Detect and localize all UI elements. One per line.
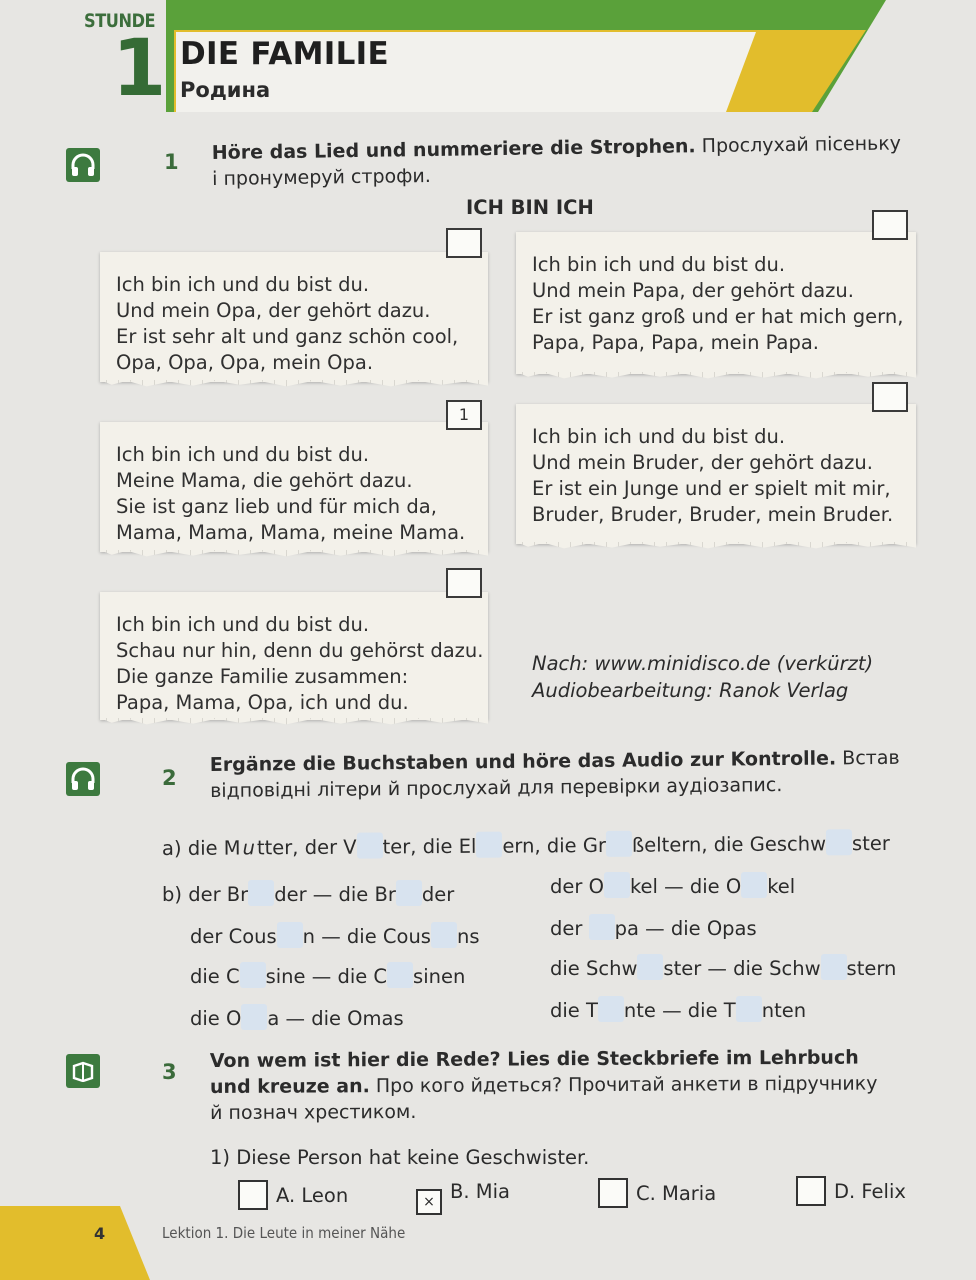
word-part: a — die Omas [267,1007,404,1030]
checkbox-checked[interactable]: × [416,1189,442,1215]
word-part: ern, die Gr [502,833,607,858]
letter-gap[interactable] [606,831,632,857]
song-title: ICH BIN ICH [466,196,594,219]
song-stanza-card [100,252,488,382]
instruction-bold: Von wem ist hier die Rede? Lies die Steckbriefe im Lehrbuch [209,1046,859,1073]
instruction-bold: Ergänze die Buchstaben und höre das Audio zur Kontrolle. [209,747,837,777]
stanza-line: Bruder, Bruder, Bruder, mein Bruder. [532,503,894,526]
song-stanza-card [100,422,488,552]
stanza-line: Papa, Papa, Papa, mein Papa. [532,331,819,354]
exercise-1-instruction [212,130,902,192]
letter-gap[interactable] [637,954,663,980]
stanza-number-box[interactable]: 1 [446,400,482,430]
stunde-number: 1 [112,24,167,114]
letter-gap[interactable] [277,922,303,948]
word-part: die T [550,999,598,1022]
letter-gap[interactable] [241,1004,267,1030]
instruction-uk: Встав [836,746,900,770]
checkbox[interactable] [238,1180,268,1210]
word-part: der Br [188,883,249,906]
page-subtitle: Родина [180,78,271,102]
stanza-line: Er ist ein Junge und er spielt mit mir, [532,477,891,500]
headphones-icon [66,148,100,182]
word-part: ns [456,925,480,948]
exercise-2-row-b-r4 [550,996,806,1022]
stanza-number-box[interactable] [446,228,482,258]
exercise-2-number: 2 [162,766,177,790]
letter-gap[interactable] [387,962,413,988]
lesson-title: Lektion 1. Die Leute in meiner Nähe [162,1224,406,1242]
exercise-2-row-b-r1 [550,872,795,898]
checkbox[interactable] [796,1176,826,1206]
word-part: der — die Br [274,883,396,906]
instruction-bold: Höre das Lied und nummeriere die Strophen. [211,135,696,165]
stanza-line: Ich bin ich und du bist du. [116,273,370,296]
word-part: der [550,917,583,940]
letter-gap[interactable] [589,914,615,940]
source-line-1: Nach: www.minidisco.de (verkürzt) [532,652,874,675]
song-stanza-card [516,404,916,544]
word-part: die M [187,836,241,860]
word-part: der O [550,875,604,898]
instruction-uk: Про кого йдеться? Прочитай анкети в підручнику [369,1072,878,1098]
exercise-2-row-b-r3 [550,954,896,980]
word-part: ster — die Schw [663,957,821,980]
letter-gap[interactable] [396,880,422,906]
instruction-uk: Прослухай пісеньку [695,132,902,158]
word-part: pa — die Opas [614,917,757,940]
exercise-2-row-b-3 [190,962,465,988]
stanza-number-box[interactable] [872,210,908,240]
stanza-line: Sie ist ganz lieb und für mich da, [116,495,437,518]
letter-gap[interactable] [826,829,852,855]
word-part: die O [190,1007,242,1030]
stanza-line: Die ganze Familie zusammen: [116,665,409,688]
option-a[interactable] [238,1180,348,1210]
word-part: ter, die El [382,834,477,859]
headphones-icon [66,762,100,796]
letter-gap[interactable] [604,872,630,898]
exercise-2-row-a [162,829,890,860]
stanza-line: Und mein Opa, der gehört dazu. [116,299,431,322]
exercise-3-instruction [210,1045,878,1126]
book-icon [66,1054,100,1088]
instruction-uk-2: і пронумеруй строфи. [212,164,431,190]
footer-band [0,1198,170,1280]
word-part: kel [767,875,796,898]
stunde-label: STUNDE [84,10,156,32]
exercise-2-row-b-r2 [550,914,757,940]
word-part: stern [846,957,897,980]
letter-gap[interactable] [248,880,274,906]
exercise-2-instruction [210,745,900,804]
word-part: der Cous [190,925,277,948]
word-part: nten [761,999,807,1022]
word-part: kel — die O [629,875,742,898]
word-part: n — die Cous [302,925,431,948]
exercise-2-row-b-2 [190,922,480,948]
stanza-line: Er ist ganz groß und er hat mich gern, [532,305,904,328]
letter-gap[interactable] [741,872,767,898]
option-b[interactable] [416,1180,510,1215]
word-part: tter, der V [256,835,357,860]
word-part: die Schw [550,957,638,980]
word-part: der [421,883,455,906]
option-label: B. Mia [450,1180,510,1203]
option-label: C. Maria [636,1182,717,1205]
stanza-line: Papa, Mama, Opa, ich und du. [116,691,409,714]
exercise-3-number: 3 [162,1060,177,1084]
stanza-line: Und mein Bruder, der gehört dazu. [532,451,873,474]
stanza-line: Ich bin ich und du bist du. [532,253,786,276]
option-label: D. Felix [834,1180,906,1203]
option-label: A. Leon [276,1184,349,1207]
stanza-number-box[interactable] [446,568,482,598]
letter-gap[interactable] [736,996,762,1022]
exercise-2-row-b-1 [162,880,454,906]
checkbox[interactable] [598,1178,628,1208]
stanza-line: Und mein Papa, der gehört dazu. [532,279,854,302]
letter-gap[interactable] [240,962,266,988]
stanza-line: Opa, Opa, Opa, mein Opa. [116,351,374,374]
stanza-line: Ich bin ich und du bist du. [532,425,786,448]
word-part: ster [851,831,890,856]
song-stanza-card [516,232,916,374]
stanza-number-box[interactable] [872,382,908,412]
instruction-bold: und kreuze an. [209,1075,370,1098]
word-part: die C [190,965,240,988]
row-label: a) [161,836,182,860]
option-c[interactable] [598,1178,716,1208]
row-label: b) [162,883,182,906]
song-source [532,650,873,704]
page-title: DIE FAMILIE [180,36,389,72]
stanza-line: Ich bin ich und du bist du. [116,613,370,636]
exercise-2-row-b-4 [190,1004,404,1030]
letter-gap[interactable] [431,922,457,948]
stanza-line: Ich bin ich und du bist du. [116,443,370,466]
instruction-uk-2: відповідні літери й прослухай для перевірки аудіозапис. [210,774,783,802]
stanza-line: Mama, Mama, Mama, meine Mama. [116,521,466,544]
exercise-1-number: 1 [164,150,179,174]
option-d[interactable] [796,1176,906,1206]
letter-gap[interactable] [598,996,624,1022]
page-number: 4 [94,1224,106,1243]
letter-gap[interactable] [821,954,847,980]
word-part: nte — die T [623,999,736,1022]
source-line-2: Audiobearbeitung: Ranok Verlag [532,679,849,702]
word-part: sine — die C [265,965,388,988]
stanza-line: Schau nur hin, denn du gehörst dazu. [116,639,484,662]
letter-gap-filled[interactable]: u [242,836,256,860]
stanza-line: Meine Mama, die gehört dazu. [116,469,413,492]
letter-gap[interactable] [476,832,502,858]
letter-gap[interactable] [356,832,382,858]
word-part: ßeltern, die Geschw [631,832,827,857]
song-stanza-card [100,592,488,720]
question-text: 1) Diese Person hat keine Geschwister. [210,1146,590,1169]
stanza-line: Er ist sehr alt und ganz schön cool, [116,325,459,348]
instruction-uk-3: й познач хрестиком. [210,1100,417,1124]
word-part: sinen [413,965,466,988]
